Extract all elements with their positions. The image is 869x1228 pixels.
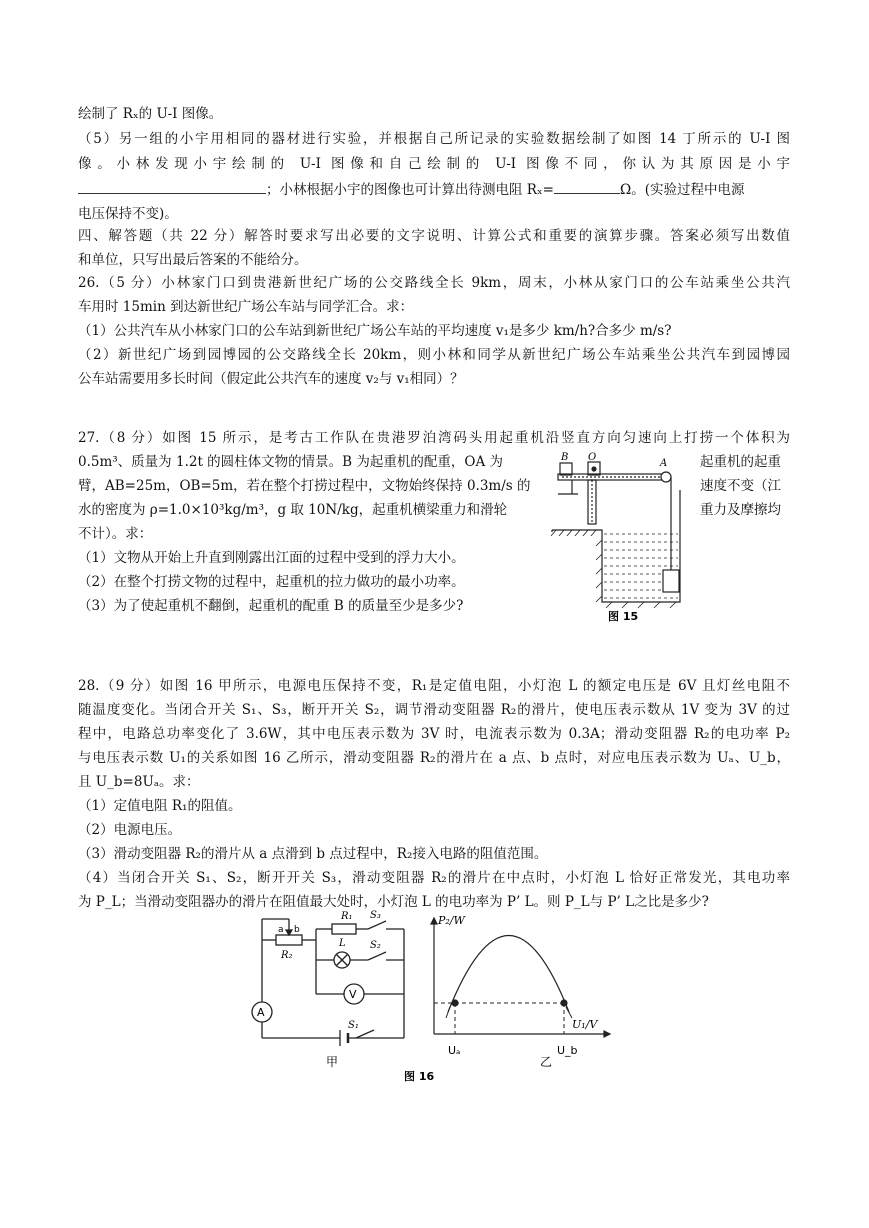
dock-outline — [552, 490, 680, 602]
answer-blank-reason[interactable] — [78, 179, 266, 194]
x-axis-label: U₁/V — [572, 1018, 598, 1031]
q27-line-3: 臂，AB=25m，OB=5m，若在整个打捞过程中，文物始终保持 0.3m/s 的 — [78, 478, 531, 494]
pulley-a — [661, 472, 671, 482]
q27-line-4: 水的密度为 ρ=1.0×10³kg/m³，g 取 10N/kg，起重机横梁重力和滑轮 — [78, 502, 508, 518]
q5-line-3 — [78, 179, 744, 200]
label-s1: S₁ — [348, 1020, 359, 1031]
q26-part-1: （1）公共汽车从小林家门口的公车站到新世纪广场公车站的平均速度 v₁是多少 km/h?合多少 m/s? — [78, 323, 672, 339]
q5-line-2: 像。小林发现小宇绘制的 U-I 图像和自己绘制的 U-I 图像不同，你认为其原因是小宇 — [78, 156, 790, 172]
q26-line-1: 26.（5 分）小林家门口到贵港新世纪广场的公交路线全长 9km，周末，小林从家门口的公车站乘坐公共汽 — [78, 275, 790, 291]
q28-part-4-line-2: 为 P_L；当滑动变阻器办的滑片在阻值最大处时，小灯泡 L 的电功率为 P’ L。则 P_L与 P’ L之比是多少? — [78, 894, 709, 910]
q28-part-2: （2）电源电压。 — [78, 822, 182, 838]
q28-line-3: 程中，电路总功率变化了 3.6W，其中电压表示数为 3V 时，电流表示数为 0.3A；滑动变阻器 R₂的电功率 P₂ — [78, 726, 790, 742]
figure-16 — [244, 904, 622, 1086]
resistor-r1 — [332, 924, 356, 934]
point-a — [452, 1000, 458, 1006]
answer-blank-resistance[interactable] — [554, 179, 620, 194]
circuit-diagram — [252, 919, 404, 1046]
q28-line-4: 与电压表示数 U₁的关系如图 16 乙所示，滑动变阻器 R₂的滑片在 a 点、b 点时，对应电压表示数为 Uₐ、U_b， — [78, 750, 790, 766]
label-voltmeter: V — [349, 988, 357, 1001]
rheostat-r2 — [276, 935, 302, 945]
q28-part-3: （3）滑动变阻器 R₂的滑片从 a 点滑到 b 点过程中，R₂接入电路的阻值范围。 — [78, 846, 548, 862]
label-b: B — [561, 452, 569, 463]
q5-line-1: （5）另一组的小宇用相同的器材进行实验，并根据自己所记录的实验数据绘制了如图 14 丁所示的 U-I 图 — [78, 131, 790, 147]
q27-part-3: （3）为了使起重机不翻倒，起重机的配重 B 的质量至少是多少? — [78, 598, 464, 614]
figure-15-crane — [548, 450, 688, 622]
q27-line-3-right: 速度不变（江 — [700, 478, 781, 494]
label-r2: R₂ — [281, 950, 293, 961]
q28-part-4-line-1: （4）当闭合开关 S₁、S₂，断开开关 S₃，滑动变阻器 R₂的滑片在中点时，小灯泡 L 恰好正常发光，其电功率 — [78, 870, 790, 886]
q28-part-1: （1）定值电阻 R₁的阻值。 — [78, 798, 242, 814]
q27-line-5: 不计）。求： — [78, 526, 153, 542]
q5-line-4: 电压保持不变)。 — [78, 206, 178, 222]
power-curve — [448, 936, 569, 1013]
label-slider-b: b — [294, 925, 300, 935]
q27-line-1: 27.（8 分）如图 15 所示，是考古工作队在贵港罗泊湾码头用起重机沿竖直方向匀速向上打捞一个体积为 — [78, 430, 790, 446]
counterweight-b — [560, 463, 572, 475]
section4-heading: 四、解答题（共 22 分）解答时要求写出必要的文字说明、计算公式和重要的演算步骤。答案必须写出数值 — [78, 228, 790, 244]
tick-ua: Uₐ — [448, 1044, 461, 1057]
figure-16-caption: 图 16 — [404, 1070, 435, 1083]
relic-cylinder — [663, 570, 679, 592]
label-s3: S₃ — [370, 910, 381, 921]
q26-part-2-line-2: 公车站需要用多长时间（假定此公共汽车的速度 v₂与 v₁相同）？ — [78, 371, 464, 387]
label-graph: 乙 — [540, 1055, 553, 1069]
q27-part-2: （2）在整个打捞文物的过程中，起重机的拉力做功的最小功率。 — [78, 574, 465, 590]
label-s2: S₂ — [370, 940, 381, 951]
label-r1: R₁ — [341, 911, 353, 922]
q28-line-2: 随温度变化。当闭合开关 S₁、S₃，断开开关 S₂，调节滑动变阻器 R₂的滑片，使电压表示数从 1V 变为 3V 的过 — [78, 702, 790, 718]
q28-line-5: 且 U_b=8Uₐ。求： — [78, 774, 200, 790]
intro-line: 绘制了 Rₓ的 U-I 图像。 — [78, 106, 223, 122]
q26-part-2-line-1: （2）新世纪广场到园博园的公交路线全长 20km，则小林和同学从新世纪广场公车站乘坐公共汽车到园博园 — [78, 347, 790, 363]
figure-15-caption: 图 15 — [608, 610, 639, 622]
q27-part-1: （1）文物从开始上升直到刚露出江面的过程中受到的浮力大小。 — [78, 550, 465, 566]
q28-line-1: 28.（9 分）如图 16 甲所示，电源电压保持不变，R₁是定值电阻，小灯泡 L 的额定电压是 6V 且灯丝电阻不 — [78, 678, 790, 694]
section4-line-2: 和单位，只写出最后答案的不能给分。 — [78, 252, 308, 268]
label-a: A — [660, 458, 668, 469]
q5-line-3-text: ；小林根据小宇的图像也可计算出待测电阻 Rₓ= — [266, 182, 554, 198]
q27-line-4-right: 重力及摩擦均 — [700, 502, 781, 518]
q27-line-2: 0.5m³、质量为 1.2t 的圆柱体文物的情景。B 为起重机的配重，OA 为 — [78, 454, 503, 470]
y-axis-label: P₂/W — [438, 914, 465, 927]
label-slider-a: a — [278, 925, 284, 935]
point-b — [561, 1000, 567, 1006]
q5-line-3-end: Ω。(实验过程中电源 — [620, 182, 745, 198]
q26-line-2: 车用时 15min 到达新世纪广场公车站与同学汇合。求： — [78, 299, 414, 315]
label-lamp: L — [339, 938, 346, 949]
label-ammeter: A — [257, 1006, 265, 1019]
q27-line-2-right: 起重机的起重 — [700, 454, 781, 470]
tick-ub: U_b — [557, 1044, 578, 1057]
label-o: O — [588, 452, 597, 463]
label-circuit: 甲 — [326, 1055, 339, 1069]
